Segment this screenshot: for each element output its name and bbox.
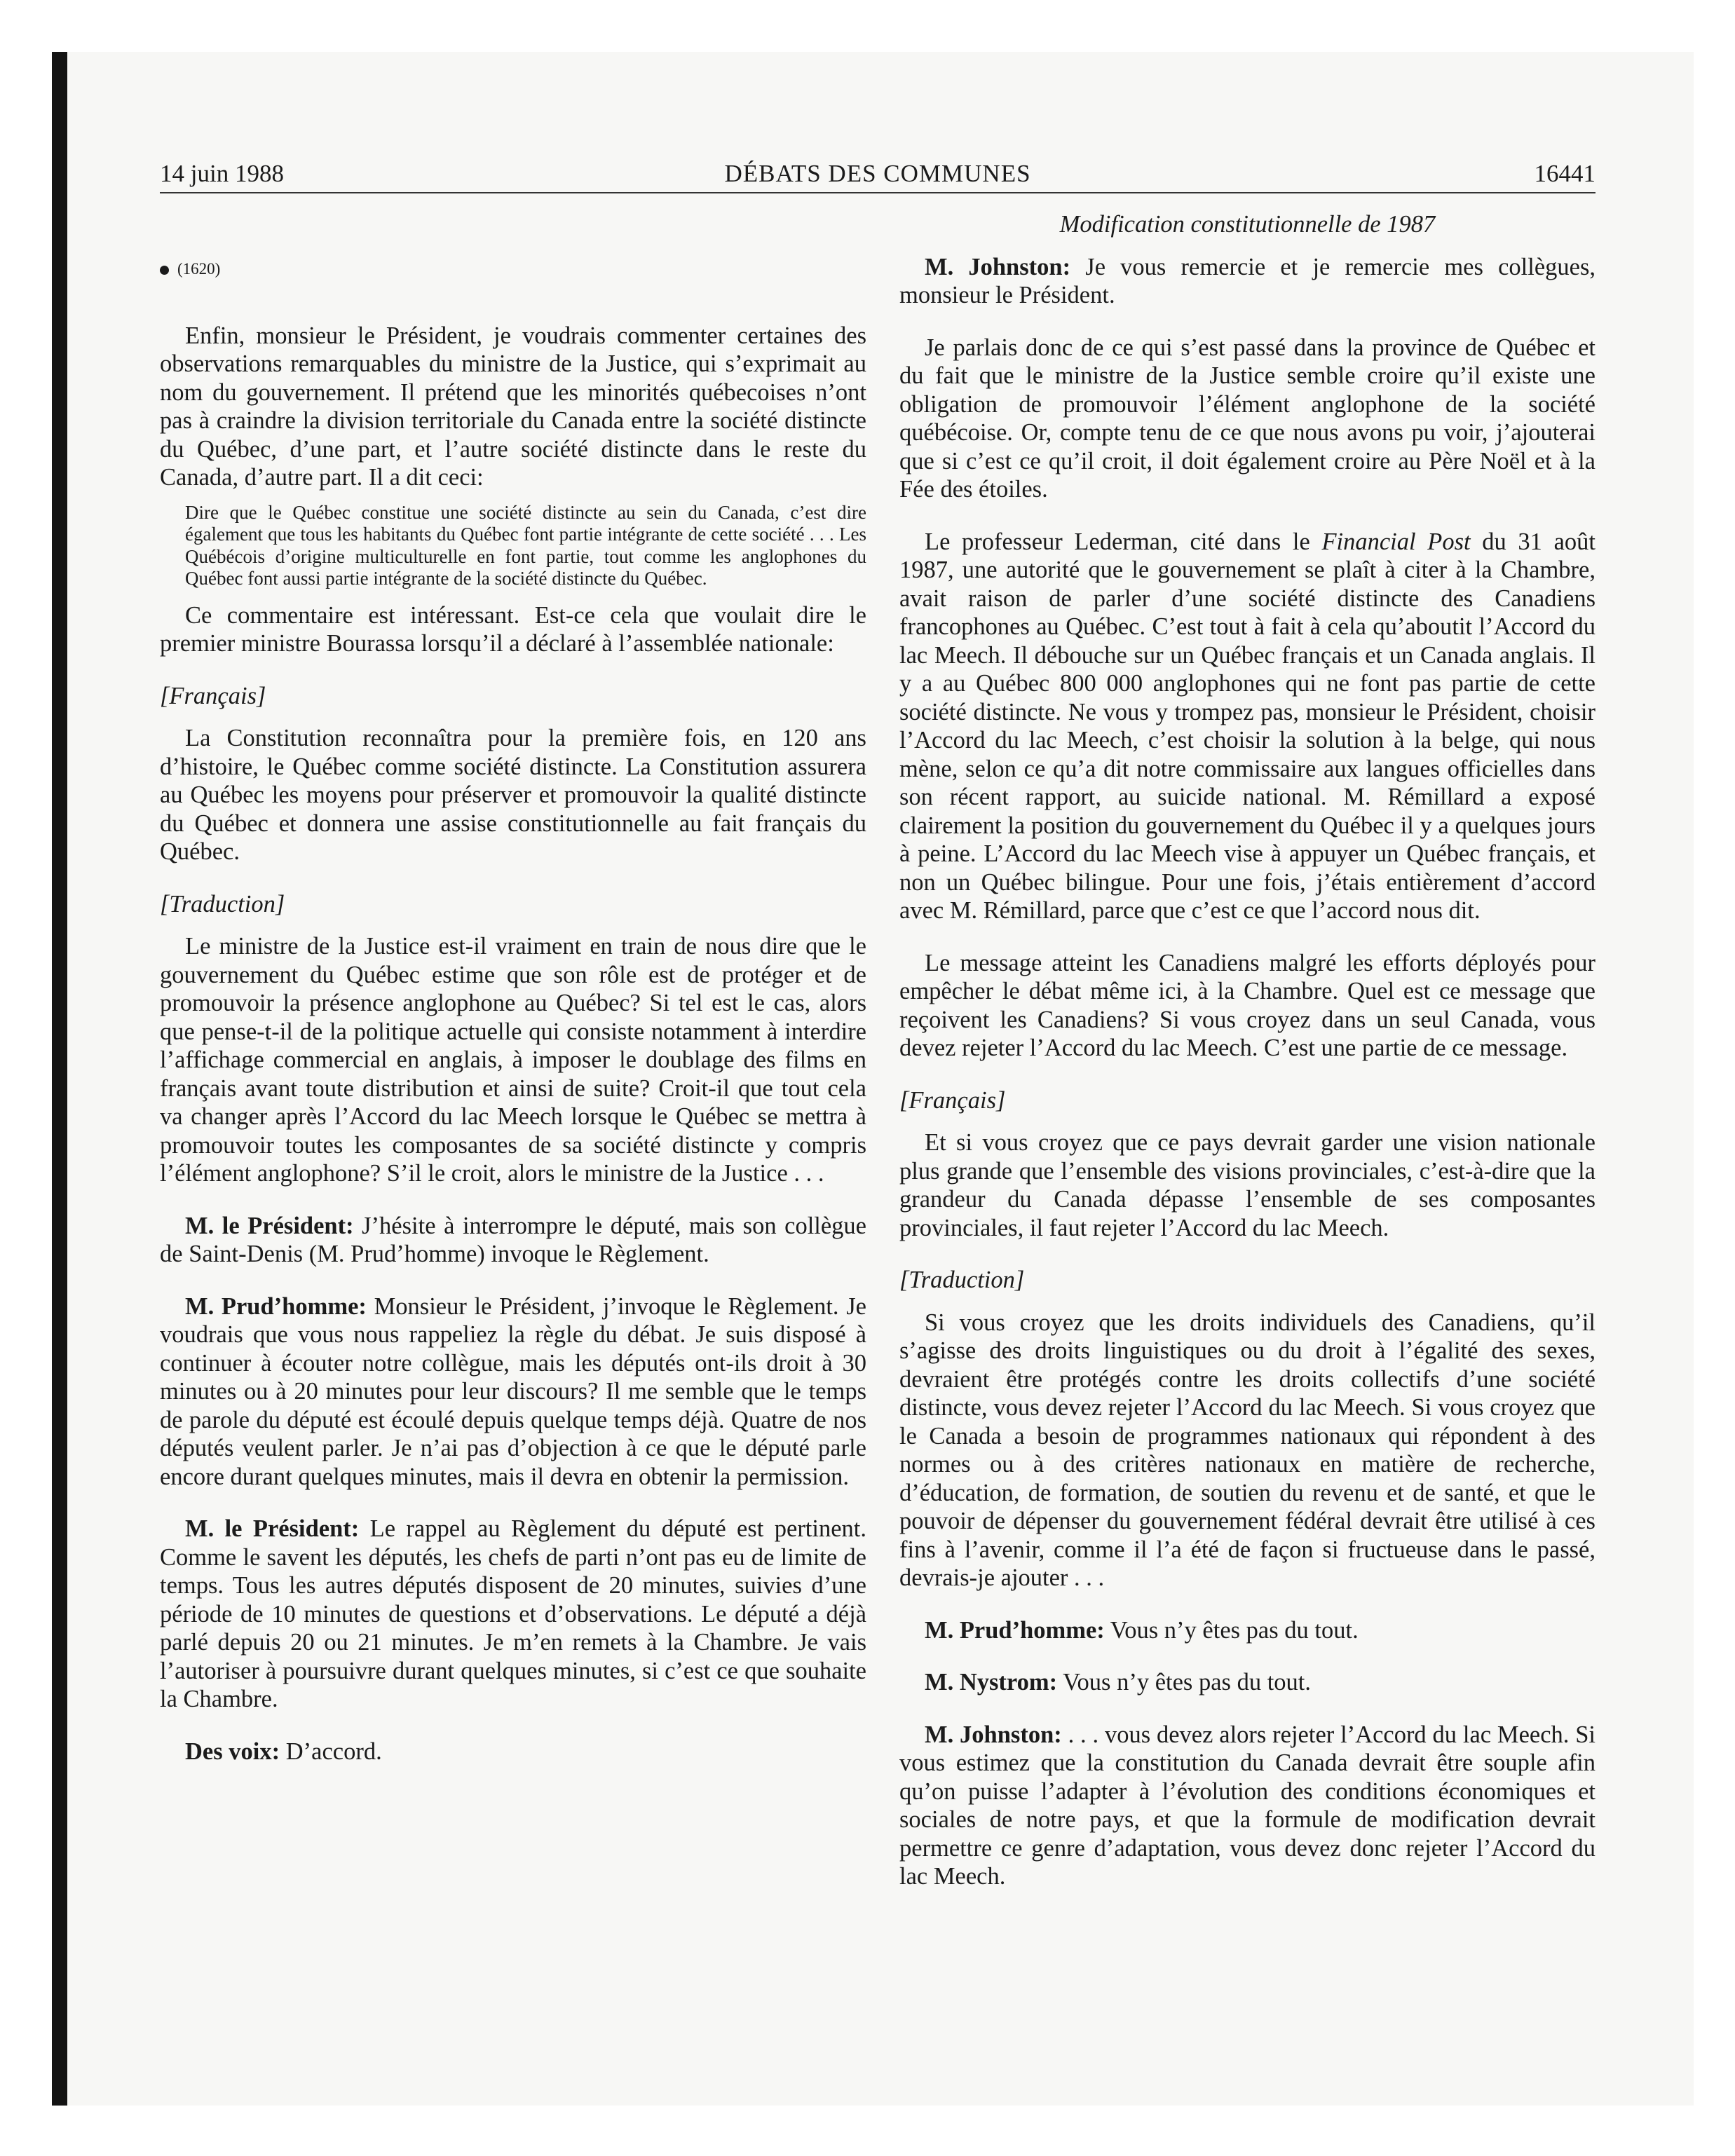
- time-marker-text: (1620): [177, 260, 221, 278]
- language-label: [Traduction]: [160, 890, 285, 917]
- paragraph-text: du 31 août 1987, une autorité que le gouvernement se plaît à citer à la Chambre, avait raison de parler d’une société distincte des Canadiens francophones au Québec. C’est tout à fait à cela qu’aboutit l’Accord du lac Meech. Il débouche sur un Québec français et un Canada anglais. Il y a au Québec 800 000 anglophones qui ne font pas partie de cette société distincte. Ne vous y trompez pas, monsieur le Président, choisir l’Accord du lac Meech, c’est choisir la solution à la belge, qui nous mène, selon ce qu’a dit notre commissaire aux langues officielles dans son récent rapport, au suicide national. M. Rémillard a exposé clairement la position du gouvernement du Québec il y a quelques jours à peine. L’Accord du lac Meech vise à appuyer un Québec français, et non un Québec bilingue. Pour une fois, j’étais entièrement d’accord avec M. Rémillard, parce que c’est ce que l’accord nous dit.: [899, 528, 1595, 924]
- paragraph: Enfin, monsieur le Président, je voudrais commenter certaines des observations remarquables du ministre de la Justice, qui s’exprimait au nom du gouvernement. Il prétend que les minorités québecoises n’ont pas à craindre la division territoriale du Canada entre la société distincte du Québec, d’une part, et l’autre société distincte dans le reste du Canada, d’autre part. Il a dit ceci:: [160, 322, 866, 491]
- speech-text: Le rappel au Règlement du député est pertinent. Comme le savent les députés, les chefs de parti n’ont pas eu de limite de temps. Tous les autres députés disposent de 20 minutes, suivies d’une période de 10 minutes de questions et d’observations. Le député a déjà parlé depuis 20 ou 21 minutes. Je m’en remets à la Chambre. Je vais l’autoriser à poursuivre durant quelques minutes, si c’est ce que souhaite la Chambre.: [160, 1515, 866, 1712]
- header-page-number: 16441: [1534, 160, 1595, 187]
- speech-text: Vous n’y êtes pas du tout.: [1104, 1616, 1359, 1644]
- paragraph: [899, 528, 1595, 925]
- speech: [899, 1616, 1595, 1645]
- page-header: [160, 157, 1595, 193]
- speaker-name: M. le Président:: [185, 1515, 360, 1542]
- paragraph: Si vous croyez que les droits individuels des Canadiens, qu’il s’agisse des droits linguistiques ou du droit à l’égalité des sexes, devraient être protégés contre les droits collectifs d’une société distincte, vous devez rejeter l’Accord du lac Meech. Si vous croyez que le Canada a besoin de programmes nationaux qui répondent à des normes ou à des critères nationaux en matière de recherche, d’éducation, de formation, de soutien du revenu et de santé, et que le pouvoir de dépenser du gouvernement fédéral devrait être utilisé à ces fins à l’avenir, comme il l’a été de façon si fructueuse dans le passé, devrais-je ajouter . . .: [899, 1309, 1595, 1591]
- language-label: [Traduction]: [899, 1267, 1025, 1293]
- speech: [160, 1515, 866, 1714]
- speech-text: Monsieur le Président, j’invoque le Règlement. Je voudrais que vous nous rappeliez la règle du débat. Je suis disposé à continuer à écouter notre collègue, mais les députés ont-ils droit à 30 minutes ou à 20 minutes pour leur discours? Il me semble que le temps de parole du député est écoulé depuis quelque temps déjà. Quatre de nos députés veulent parler. Je n’ai pas d’objection à ce que le député parle encore durant quelques minutes, mais il devra en obtenir la permission.: [160, 1292, 866, 1490]
- speech-text: J’hésite à interrompre le député, mais son collègue de Saint-Denis (M. Prud’homme) invoque le Règlement.: [160, 1212, 866, 1267]
- paragraph: Le message atteint les Canadiens malgré les efforts déployés pour empêcher le débat même ici, à la Chambre. Quel est ce message que reçoivent les Canadiens? Si vous croyez dans un seul Canada, vous devez rejeter l’Accord du lac Meech. C’est une partie de ce message.: [899, 949, 1595, 1061]
- paragraph: Le ministre de la Justice est-il vraiment en train de nous dire que le gouvernement du Québec estime que son rôle est de protéger et de promouvoir la présence anglophone au Québec? Si tel est le cas, alors que pense-t-il de la politique actuelle qui consiste notamment à interdire l’affichage commercial en anglais, à imposer le doublage des films en français avant toute distribution et ainsi de suite? Croit-il que tout cela va changer après l’Accord du lac Meech lorsque le Québec se mettra à promouvoir toutes les composantes de sa société distincte y compris l’élément anglophone? S’il le croit, alors le ministre de la Justice . . .: [160, 933, 866, 1187]
- speaker-name: M. Prud’homme:: [925, 1616, 1105, 1644]
- speech: [160, 1212, 866, 1269]
- language-label: [Français]: [899, 1086, 1006, 1114]
- speech-text: Vous n’y êtes pas du tout.: [1057, 1669, 1311, 1696]
- language-label: [Français]: [160, 682, 266, 709]
- speaker-name: M. Johnston:: [925, 1721, 1062, 1748]
- paragraph: La Constitution reconnaîtra pour la première fois, en 120 ans d’histoire, le Québec comme société distincte. La Constitution assurera au Québec les moyens pour préserver et promouvoir la qualité distincte du Québec et donnera une assise constitutionnelle au fait français du Québec.: [160, 725, 866, 865]
- header-title: DÉBATS DES COMMUNES: [724, 160, 1031, 187]
- speech: [160, 1292, 866, 1492]
- speaker-name: M. Johnston:: [925, 253, 1071, 280]
- speech: [899, 1668, 1595, 1697]
- speech-text: D’accord.: [280, 1738, 382, 1765]
- speech: [899, 253, 1595, 310]
- bullet-icon: [160, 266, 169, 275]
- speaker-name: M. Nystrom:: [925, 1669, 1058, 1696]
- paragraph: Et si vous croyez que ce pays devrait garder une vision nationale plus grande que l’ensemble des visions provinciales, c’est-à-dire que la grandeur du Canada dépasse l’ensemble de ses composantes provinciales, il faut rejeter l’Accord du lac Meech.: [899, 1129, 1595, 1241]
- speaker-name: M. le Président:: [185, 1212, 354, 1239]
- speaker-name: Des voix:: [185, 1738, 280, 1765]
- left-column: [160, 210, 866, 1789]
- header-date: 14 juin 1988: [160, 160, 284, 187]
- block-quote: Dire que le Québec constitue une société distincte au sein du Canada, c’est dire également que tous les habitants du Québec font partie intégrante de cette société . . . Les Québécois d’origine multiculturelle en font partie, tout comme les anglophones du Québec font aussi partie intégrante de la société distincte du Québec.: [185, 501, 866, 589]
- speech: [160, 1738, 866, 1766]
- speech: [899, 1721, 1595, 1891]
- speech-text: . . . vous devez alors rejeter l’Accord du lac Meech. Si vous estimez que la constitution du Canada devrait être souple afin qu’on puisse l’adapter à l’évolution des conditions économiques et sociales de notre pays, et que la formule de modification devrait permettre ce genre d’adaptation, vous devez donc rejeter l’Accord du lac Meech.: [899, 1721, 1596, 1890]
- paragraph: Je parlais donc de ce qui s’est passé dans la province de Québec et du fait que le ministre de la Justice semble croire qu’il existe une obligation de promouvoir l’élément anglophone de la société québécoise. Or, compte tenu de ce que nous avons pu voir, j’ajouterai que si c’est ce qu’il croit, il doit également croire au Père Noël et à la Fée des étoiles.: [899, 334, 1595, 503]
- running-head: Modification constitutionnelle de 1987: [1059, 211, 1436, 238]
- speaker-name: M. Prud’homme:: [185, 1292, 367, 1320]
- time-marker: [160, 255, 866, 284]
- speech-text: Je vous remercie et je remercie mes collègues, monsieur le Président.: [899, 253, 1596, 308]
- paragraph-text: Le professeur Lederman, cité dans le: [925, 528, 1322, 555]
- publication-title: Financial Post: [1321, 528, 1471, 555]
- paragraph: Ce commentaire est intéressant. Est-ce cela que voulait dire le premier ministre Bourassa lorsqu’il a déclaré à l’assemblée nationale:: [160, 601, 866, 657]
- right-column: [899, 210, 1595, 1915]
